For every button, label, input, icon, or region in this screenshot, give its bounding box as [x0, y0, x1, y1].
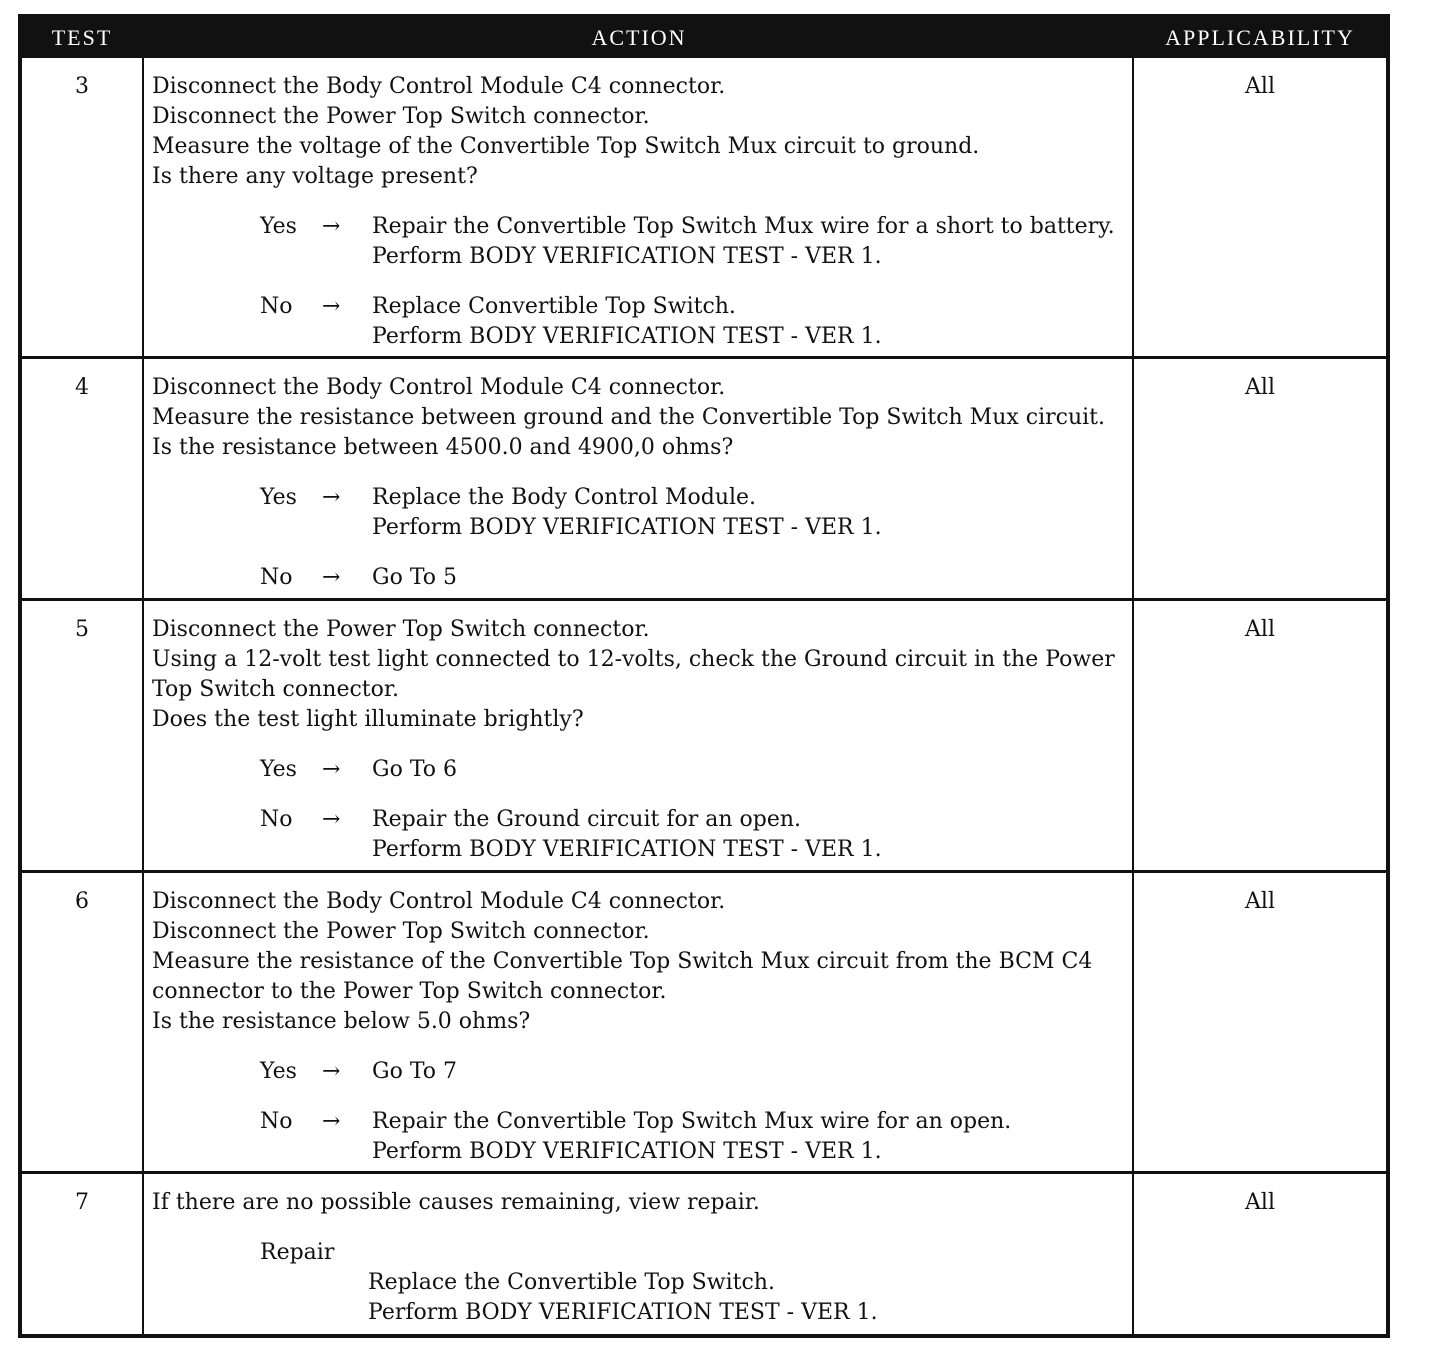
repair-label: Repair — [260, 1240, 335, 1265]
action-cell — [152, 887, 1132, 1167]
test-number: 7 — [75, 1190, 89, 1215]
action-line: Disconnect the Body Control Module C4 connector. — [152, 74, 726, 99]
table-header — [22, 18, 1386, 58]
test-number: 5 — [75, 617, 89, 642]
yes-branch — [152, 755, 1132, 785]
action-cell — [152, 615, 1132, 865]
no-result: Perform BODY VERIFICATION TEST - VER 1. — [372, 324, 882, 349]
yes-result: Go To 7 — [372, 1059, 458, 1084]
no-result: Replace Convertible Top Switch. — [372, 294, 736, 319]
column-divider — [1132, 58, 1134, 1334]
action-line: Measure the resistance of the Convertible Top Switch Mux circuit from the BCM C4 — [152, 949, 1093, 974]
action-line: connector to the Power Top Switch connector. — [152, 979, 667, 1004]
test-number: 4 — [75, 375, 89, 400]
header-test: TEST — [51, 25, 113, 50]
action-cell — [152, 72, 1132, 352]
table-row — [22, 873, 1386, 1174]
column-divider — [142, 58, 144, 1334]
yes-result: Perform BODY VERIFICATION TEST - VER 1. — [372, 515, 882, 540]
no-branch — [152, 805, 1132, 835]
action-line: Disconnect the Power Top Switch connector. — [152, 617, 650, 642]
applicability-value: All — [1245, 74, 1275, 99]
repair-step: Perform BODY VERIFICATION TEST - VER 1. — [368, 1300, 878, 1325]
yes-label: Yes — [260, 757, 297, 782]
yes-result: Perform BODY VERIFICATION TEST - VER 1. — [372, 244, 882, 269]
no-branch — [152, 1107, 1132, 1137]
test-number: 3 — [75, 74, 89, 99]
action-line: Measure the resistance between ground and the Convertible Top Switch Mux circuit. — [152, 405, 1106, 430]
action-cell — [152, 373, 1132, 593]
action-line: Disconnect the Body Control Module C4 connector. — [152, 375, 726, 400]
applicability-value: All — [1245, 375, 1275, 400]
no-label: No — [260, 807, 293, 832]
arrow-icon: → — [322, 214, 341, 239]
arrow-icon: → — [322, 485, 341, 510]
arrow-icon: → — [322, 1059, 341, 1084]
action-line: Does the test light illuminate brightly? — [152, 707, 584, 732]
table-row — [22, 1174, 1386, 1334]
no-label: No — [260, 565, 293, 590]
repair-step: Replace the Convertible Top Switch. — [368, 1270, 775, 1295]
header-action: ACTION — [591, 25, 687, 50]
diagnostic-table — [18, 14, 1390, 1338]
arrow-icon: → — [322, 1109, 341, 1134]
action-line: Using a 12-volt test light connected to 12-volts, check the Ground circuit in the Power — [152, 647, 1115, 672]
test-number: 6 — [75, 889, 89, 914]
yes-result: Go To 6 — [372, 757, 458, 782]
no-result: Go To 5 — [372, 565, 458, 590]
arrow-icon: → — [322, 294, 341, 319]
no-label: No — [260, 1109, 293, 1134]
no-branch — [152, 563, 1132, 593]
action-line: If there are no possible causes remaining, view repair. — [152, 1190, 760, 1215]
applicability-value: All — [1245, 617, 1275, 642]
arrow-icon: → — [322, 807, 341, 832]
action-line: Top Switch connector. — [152, 677, 399, 702]
action-line: Measure the voltage of the Convertible Top Switch Mux circuit to ground. — [152, 134, 980, 159]
no-result: Repair the Ground circuit for an open. — [372, 807, 802, 832]
table-row — [22, 359, 1386, 601]
arrow-icon: → — [322, 757, 341, 782]
no-label: No — [260, 294, 293, 319]
action-cell — [152, 1188, 1132, 1328]
yes-label: Yes — [260, 485, 297, 510]
no-result: Perform BODY VERIFICATION TEST - VER 1. — [372, 1139, 882, 1164]
yes-label: Yes — [260, 1059, 297, 1084]
applicability-value: All — [1245, 889, 1275, 914]
yes-branch — [152, 1057, 1132, 1087]
yes-branch — [152, 483, 1132, 513]
table-row — [22, 601, 1386, 873]
yes-branch — [152, 212, 1132, 242]
action-line: Is the resistance between 4500.0 and 4900,0 ohms? — [152, 435, 734, 460]
yes-result: Replace the Body Control Module. — [372, 485, 757, 510]
arrow-icon: → — [322, 565, 341, 590]
no-branch — [152, 292, 1132, 322]
action-line: Disconnect the Power Top Switch connector. — [152, 104, 650, 129]
header-applicability: APPLICABILITY — [1165, 25, 1355, 50]
no-result: Perform BODY VERIFICATION TEST - VER 1. — [372, 837, 882, 862]
applicability-value: All — [1245, 1190, 1275, 1215]
action-line: Disconnect the Body Control Module C4 connector. — [152, 889, 726, 914]
table-row — [22, 58, 1386, 359]
action-line: Disconnect the Power Top Switch connector. — [152, 919, 650, 944]
action-line: Is the resistance below 5.0 ohms? — [152, 1009, 531, 1034]
action-line: Is there any voltage present? — [152, 164, 478, 189]
no-result: Repair the Convertible Top Switch Mux wire for an open. — [372, 1109, 1012, 1134]
yes-label: Yes — [260, 214, 297, 239]
yes-result: Repair the Convertible Top Switch Mux wire for a short to battery. — [372, 214, 1115, 239]
